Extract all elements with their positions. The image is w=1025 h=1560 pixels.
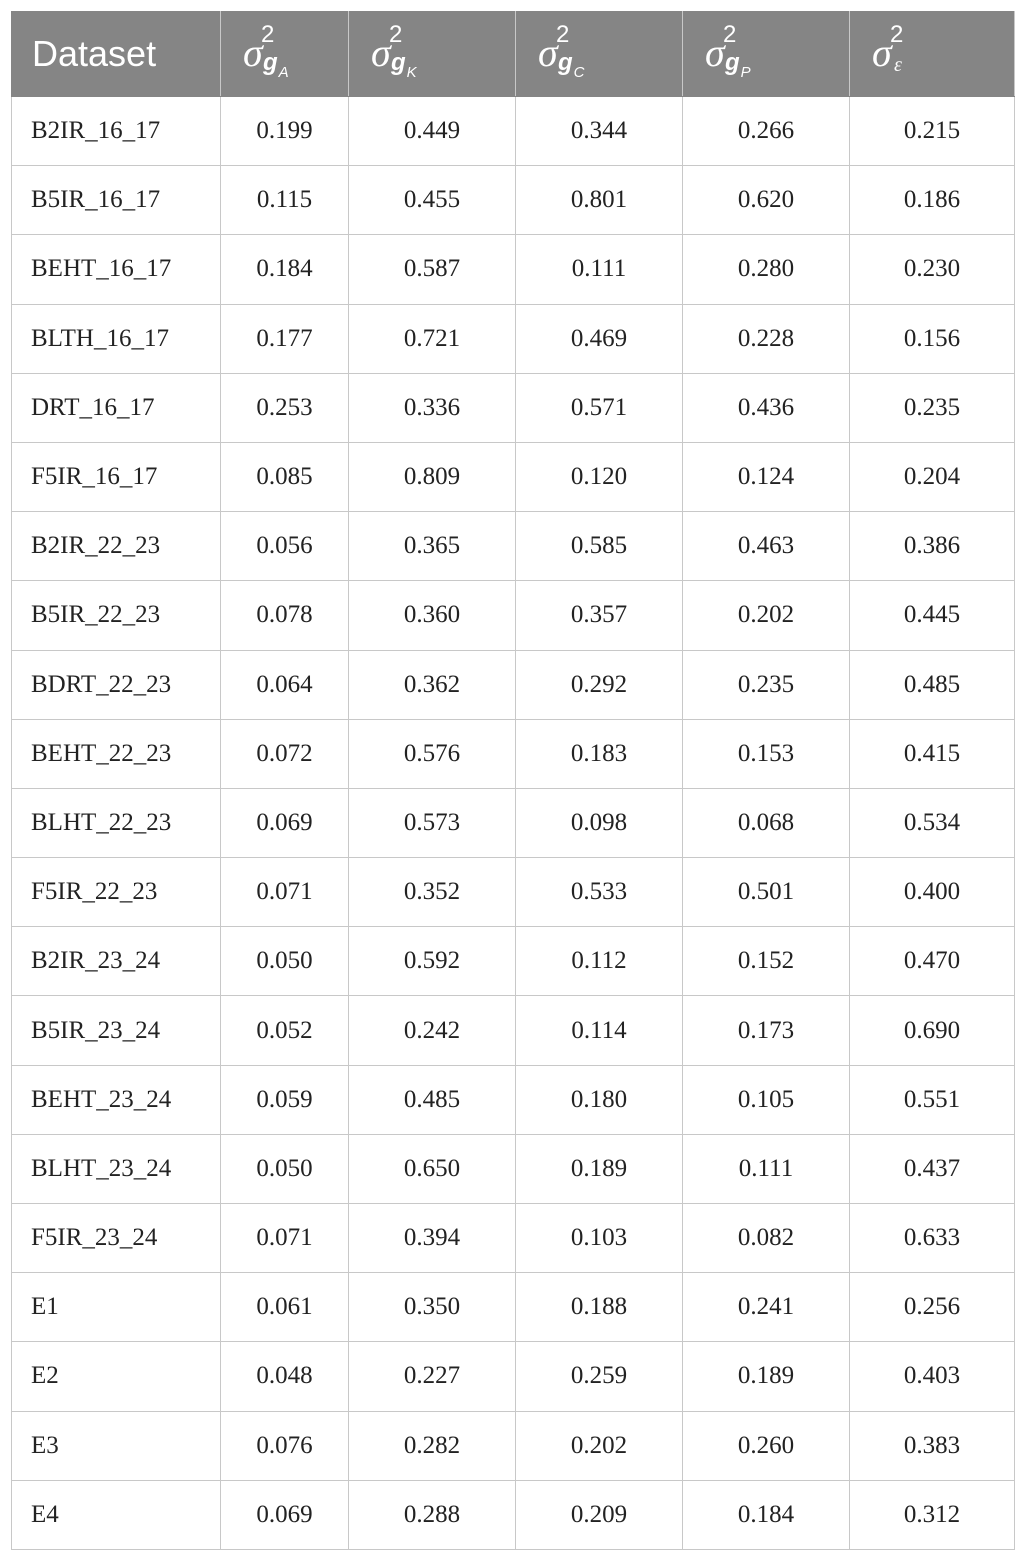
sigma-g-p-cell: 0.153 [683, 719, 850, 788]
sigma-g-k-cell: 0.809 [349, 442, 516, 511]
sigma-g-k-cell: 0.360 [349, 581, 516, 650]
sigma-epsilon-cell: 0.215 [850, 97, 1015, 166]
sigma-g-c-cell: 0.103 [516, 1204, 683, 1273]
sigma-g-k-cell: 0.592 [349, 927, 516, 996]
dataset-cell: BLHT_22_23 [12, 788, 221, 857]
sigma-g-k-cell: 0.227 [349, 1342, 516, 1411]
table-row [12, 1204, 1015, 1273]
table-row [12, 512, 1015, 581]
sigma-g-k-cell: 0.350 [349, 1273, 516, 1342]
dataset-cell: BLHT_23_24 [12, 1134, 221, 1203]
dataset-cell: F5IR_23_24 [12, 1204, 221, 1273]
sigma-g-k-cell: 0.573 [349, 788, 516, 857]
sigma-symbol: σ 2 $g_C$ [538, 21, 585, 81]
sigma-epsilon-cell: 0.230 [850, 235, 1015, 304]
sigma-g-k-cell: 0.282 [349, 1411, 516, 1480]
table-row [12, 97, 1015, 166]
sigma-g-a-cell: 0.071 [221, 1204, 349, 1273]
sigma-g-p-cell: 0.620 [683, 166, 850, 235]
sigma-g-c-cell: 0.585 [516, 512, 683, 581]
sigma-g-p-cell: 0.235 [683, 650, 850, 719]
sigma-g-k-cell: 0.288 [349, 1480, 516, 1549]
sigma-g-a-cell: 0.076 [221, 1411, 349, 1480]
table-row [12, 373, 1015, 442]
sigma-epsilon-cell: 0.156 [850, 304, 1015, 373]
sigma-epsilon-cell: 0.534 [850, 788, 1015, 857]
dataset-cell: BEHT_16_17 [12, 235, 221, 304]
dataset-cell: B5IR_16_17 [12, 166, 221, 235]
sigma-g-a-cell: 0.050 [221, 927, 349, 996]
header-sigma-g-p [683, 12, 850, 97]
sigma-g-p-cell: 0.280 [683, 235, 850, 304]
sigma-g-k-cell: 0.394 [349, 1204, 516, 1273]
dataset-cell: E4 [12, 1480, 221, 1549]
dataset-cell: DRT_16_17 [12, 373, 221, 442]
sigma-g-p-cell: 0.266 [683, 97, 850, 166]
dataset-cell: B2IR_23_24 [12, 927, 221, 996]
sigma-g-a-cell: 0.056 [221, 512, 349, 581]
sigma-g-c-cell: 0.801 [516, 166, 683, 235]
sigma-g-k-cell: 0.362 [349, 650, 516, 719]
sigma-g-p-cell: 0.124 [683, 442, 850, 511]
dataset-cell: B5IR_23_24 [12, 996, 221, 1065]
sigma-g-p-cell: 0.260 [683, 1411, 850, 1480]
sigma-epsilon-cell: 0.312 [850, 1480, 1015, 1549]
sigma-symbol: σ 2 $g_P$ [705, 21, 751, 81]
sigma-g-p-cell: 0.068 [683, 788, 850, 857]
sigma-g-a-cell: 0.069 [221, 1480, 349, 1549]
table-row [12, 1480, 1015, 1549]
sigma-g-p-cell: 0.082 [683, 1204, 850, 1273]
table-row [12, 1134, 1015, 1203]
sigma-epsilon-cell: 0.235 [850, 373, 1015, 442]
sigma-g-p-cell: 0.241 [683, 1273, 850, 1342]
sigma-epsilon-cell: 0.470 [850, 927, 1015, 996]
sigma-g-c-cell: 0.571 [516, 373, 683, 442]
sigma-g-p-cell: 0.501 [683, 858, 850, 927]
sigma-g-k-cell: 0.242 [349, 996, 516, 1065]
dataset-cell: BDRT_22_23 [12, 650, 221, 719]
sigma-g-p-cell: 0.105 [683, 1065, 850, 1134]
header-dataset: Dataset [12, 12, 221, 97]
sigma-g-k-cell: 0.576 [349, 719, 516, 788]
header-sigma-g-c [516, 12, 683, 97]
sigma-g-a-cell: 0.184 [221, 235, 349, 304]
table-row [12, 996, 1015, 1065]
sigma-g-c-cell: 0.188 [516, 1273, 683, 1342]
sigma-g-a-cell: 0.072 [221, 719, 349, 788]
sigma-g-c-cell: 0.357 [516, 581, 683, 650]
sigma-g-a-cell: 0.052 [221, 996, 349, 1065]
table-row [12, 166, 1015, 235]
sigma-epsilon-cell: 0.400 [850, 858, 1015, 927]
sigma-g-k-cell: 0.352 [349, 858, 516, 927]
table-row [12, 235, 1015, 304]
dataset-cell: F5IR_22_23 [12, 858, 221, 927]
sigma-g-a-cell: 0.048 [221, 1342, 349, 1411]
sigma-epsilon-cell: 0.204 [850, 442, 1015, 511]
sigma-epsilon-cell: 0.186 [850, 166, 1015, 235]
sigma-g-c-cell: 0.292 [516, 650, 683, 719]
sigma-g-p-cell: 0.111 [683, 1134, 850, 1203]
table-row [12, 927, 1015, 996]
table-row [12, 1065, 1015, 1134]
sigma-g-c-cell: 0.259 [516, 1342, 683, 1411]
sigma-g-a-cell: 0.199 [221, 97, 349, 166]
table-row [12, 788, 1015, 857]
sigma-g-c-cell: 0.183 [516, 719, 683, 788]
sigma-g-c-cell: 0.098 [516, 788, 683, 857]
sigma-epsilon-cell: 0.445 [850, 581, 1015, 650]
header-row [12, 12, 1015, 97]
header-sigma-epsilon [850, 12, 1015, 97]
dataset-cell: B2IR_22_23 [12, 512, 221, 581]
sigma-g-p-cell: 0.228 [683, 304, 850, 373]
sigma-g-a-cell: 0.177 [221, 304, 349, 373]
sigma-epsilon-cell: 0.437 [850, 1134, 1015, 1203]
sigma-epsilon-cell: 0.415 [850, 719, 1015, 788]
dataset-cell: B2IR_16_17 [12, 97, 221, 166]
sigma-g-c-cell: 0.202 [516, 1411, 683, 1480]
table-row [12, 581, 1015, 650]
table-body [12, 97, 1015, 1550]
variance-table [11, 11, 1015, 1550]
sigma-symbol: σ 2 $g_A$ [243, 21, 289, 81]
dataset-cell: E2 [12, 1342, 221, 1411]
dataset-cell: E1 [12, 1273, 221, 1342]
sigma-g-a-cell: 0.064 [221, 650, 349, 719]
sigma-g-a-cell: 0.061 [221, 1273, 349, 1342]
sigma-g-c-cell: 0.180 [516, 1065, 683, 1134]
sigma-g-p-cell: 0.463 [683, 512, 850, 581]
sigma-g-a-cell: 0.115 [221, 166, 349, 235]
sigma-g-k-cell: 0.485 [349, 1065, 516, 1134]
dataset-cell: E3 [12, 1411, 221, 1480]
table-row [12, 650, 1015, 719]
header-sigma-g-a [221, 12, 349, 97]
sigma-epsilon-cell: 0.383 [850, 1411, 1015, 1480]
dataset-cell: BLTH_16_17 [12, 304, 221, 373]
sigma-epsilon-cell: 0.551 [850, 1065, 1015, 1134]
sigma-g-a-cell: 0.071 [221, 858, 349, 927]
sigma-epsilon-cell: 0.633 [850, 1204, 1015, 1273]
sigma-g-c-cell: 0.114 [516, 996, 683, 1065]
sigma-symbol: σ 2 ε [872, 21, 904, 76]
sigma-g-k-cell: 0.336 [349, 373, 516, 442]
sigma-epsilon-cell: 0.485 [850, 650, 1015, 719]
sigma-g-p-cell: 0.152 [683, 927, 850, 996]
table-row [12, 1411, 1015, 1480]
sigma-g-p-cell: 0.202 [683, 581, 850, 650]
sigma-g-c-cell: 0.111 [516, 235, 683, 304]
dataset-cell: BEHT_22_23 [12, 719, 221, 788]
sigma-g-p-cell: 0.436 [683, 373, 850, 442]
sigma-g-k-cell: 0.455 [349, 166, 516, 235]
table-row [12, 858, 1015, 927]
table-row [12, 1273, 1015, 1342]
dataset-cell: F5IR_16_17 [12, 442, 221, 511]
sigma-g-p-cell: 0.184 [683, 1480, 850, 1549]
table-row [12, 442, 1015, 511]
header-sigma-g-k [349, 12, 516, 97]
sigma-g-k-cell: 0.721 [349, 304, 516, 373]
sigma-g-c-cell: 0.120 [516, 442, 683, 511]
sigma-g-p-cell: 0.189 [683, 1342, 850, 1411]
sigma-g-a-cell: 0.050 [221, 1134, 349, 1203]
sigma-g-a-cell: 0.078 [221, 581, 349, 650]
sigma-epsilon-cell: 0.403 [850, 1342, 1015, 1411]
sigma-symbol: σ 2 $g_K$ [371, 21, 417, 81]
table-row [12, 304, 1015, 373]
sigma-g-a-cell: 0.253 [221, 373, 349, 442]
sigma-g-c-cell: 0.189 [516, 1134, 683, 1203]
sigma-g-c-cell: 0.469 [516, 304, 683, 373]
sigma-epsilon-cell: 0.386 [850, 512, 1015, 581]
sigma-g-k-cell: 0.449 [349, 97, 516, 166]
table-row [12, 1342, 1015, 1411]
table-row [12, 719, 1015, 788]
sigma-g-c-cell: 0.344 [516, 97, 683, 166]
sigma-g-c-cell: 0.533 [516, 858, 683, 927]
dataset-cell: B5IR_22_23 [12, 581, 221, 650]
dataset-cell: BEHT_23_24 [12, 1065, 221, 1134]
sigma-g-a-cell: 0.085 [221, 442, 349, 511]
sigma-g-a-cell: 0.059 [221, 1065, 349, 1134]
sigma-g-k-cell: 0.587 [349, 235, 516, 304]
sigma-g-c-cell: 0.112 [516, 927, 683, 996]
sigma-g-c-cell: 0.209 [516, 1480, 683, 1549]
sigma-epsilon-cell: 0.256 [850, 1273, 1015, 1342]
sigma-g-k-cell: 0.365 [349, 512, 516, 581]
sigma-epsilon-cell: 0.690 [850, 996, 1015, 1065]
sigma-g-k-cell: 0.650 [349, 1134, 516, 1203]
sigma-g-p-cell: 0.173 [683, 996, 850, 1065]
sigma-g-a-cell: 0.069 [221, 788, 349, 857]
